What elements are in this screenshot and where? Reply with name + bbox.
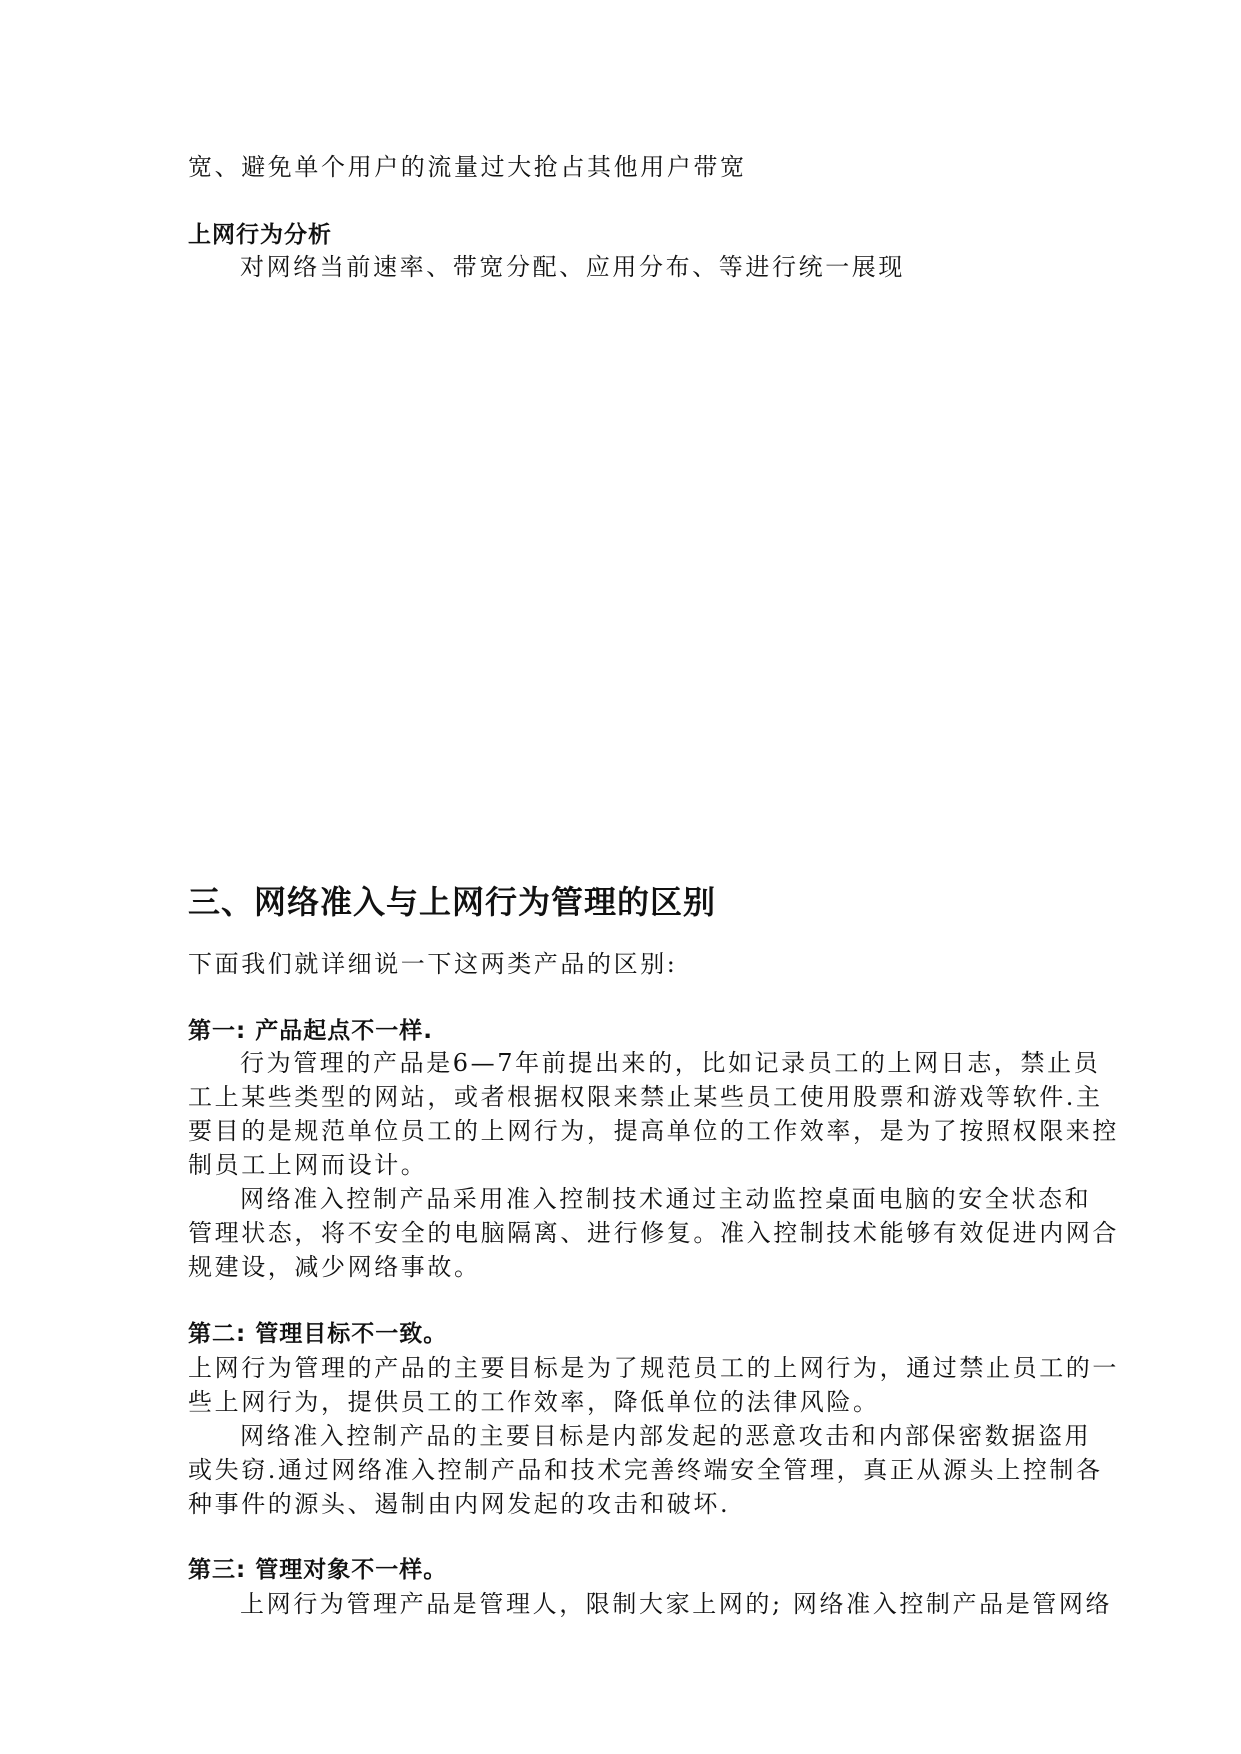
body-text-line: 管理状态，将不安全的电脑隔离、进行修复。准入控制技术能够有效促进内网合 <box>188 1219 1119 1247</box>
body-text-line: 网络准入控制产品采用准入控制技术通过主动监控桌面电脑的安全状态和 <box>240 1185 1092 1213</box>
body-text-line: 些上网行为，提供员工的工作效率，降低单位的法律风险。 <box>188 1388 880 1416</box>
body-text-line: 宽、避免单个用户的流量过大抢占其他用户带宽 <box>188 153 747 181</box>
body-text-line: 制员工上网而设计。 <box>188 1151 428 1179</box>
point-heading: 第二: 管理目标不一致。 <box>188 1321 448 1347</box>
body-text-line: 上网行为管理产品是管理人，限制大家上网的; 网络准入控制产品是管网络 <box>240 1590 1113 1618</box>
body-text-line: 网络准入控制产品的主要目标是内部发起的恶意攻击和内部保密数据盗用 <box>240 1422 1092 1450</box>
intro-text: 下面我们就详细说一下这两类产品的区别: <box>188 950 678 978</box>
point-heading: 第三: 管理对象不一样。 <box>188 1557 448 1583</box>
body-text-line: 行为管理的产品是6—7年前提出来的，比如记录员工的上网日志，禁止员 <box>240 1049 1101 1077</box>
body-text-line: 对网络当前速率、带宽分配、应用分布、等进行统一展现 <box>240 253 905 281</box>
body-text-line: 要目的是规范单位员工的上网行为，提高单位的工作效率，是为了按照权限来控 <box>188 1117 1119 1145</box>
body-text-line: 上网行为管理的产品的主要目标是为了规范员工的上网行为，通过禁止员工的一 <box>188 1354 1119 1382</box>
body-text-line: 工上某些类型的网站，或者根据权限来禁止某些员工使用股票和游戏等软件.主 <box>188 1083 1103 1111</box>
sub-heading: 上网行为分析 <box>188 222 332 248</box>
body-text-line: 规建设，减少网络事故。 <box>188 1253 481 1281</box>
point-heading: 第一: 产品起点不一样. <box>188 1018 433 1044</box>
section-title: 三、网络准入与上网行为管理的区别 <box>188 883 717 921</box>
body-text-line: 或失窃.通过网络准入控制产品和技术完善终端安全管理，真正从源头上控制各 <box>188 1456 1103 1484</box>
body-text-line: 种事件的源头、遏制由内网发起的攻击和破坏. <box>188 1490 731 1518</box>
